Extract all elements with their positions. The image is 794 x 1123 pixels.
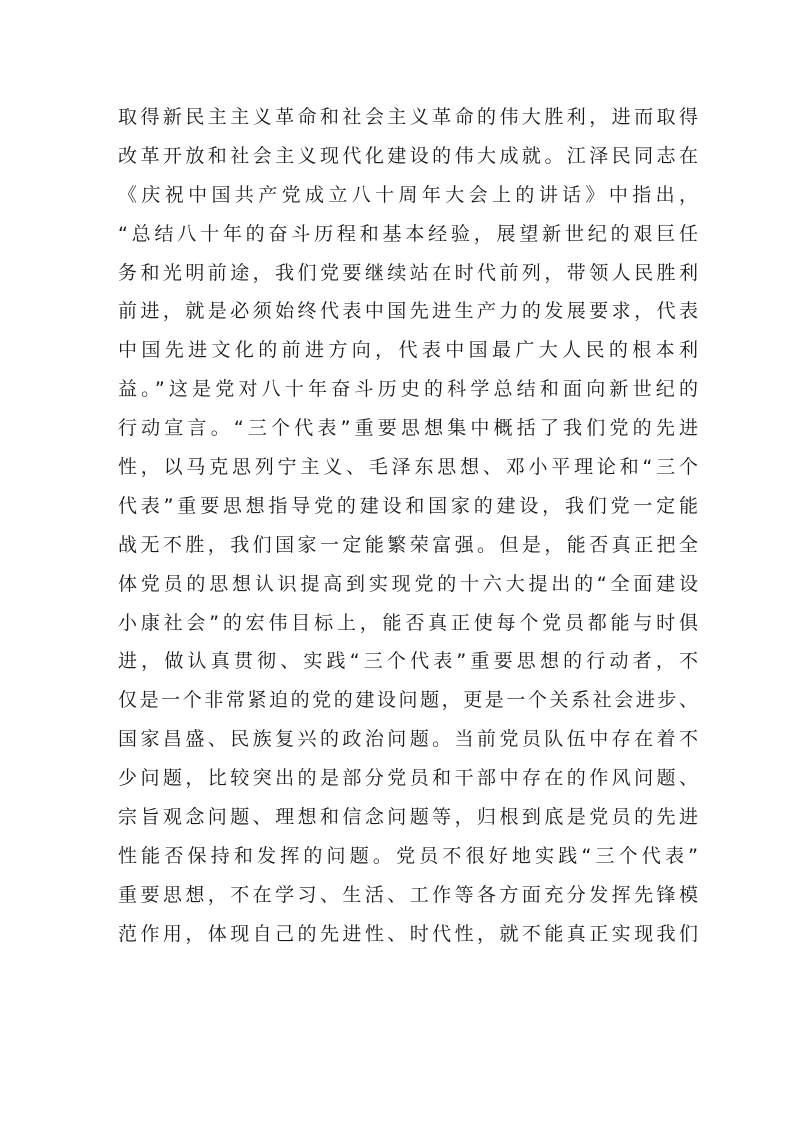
text-line: 《庆祝中国共产党成立八十周年大会上的讲话》中指出， bbox=[118, 183, 698, 206]
body-paragraph bbox=[118, 98, 698, 954]
text-line: 小康社会”的宏伟目标上，能否真正使每个党员都能与时俱 bbox=[118, 611, 698, 634]
text-line: 宗旨观念问题、理想和信念问题等，归根到底是党员的先进 bbox=[118, 806, 698, 829]
text-line: 进，做认真贯彻、实践“三个代表”重要思想的行动者，不 bbox=[118, 650, 698, 673]
text-line: 范作用，体现自己的先进性、时代性，就不能真正实现我们 bbox=[118, 922, 698, 945]
text-line: 取得新民主主义革命和社会主义革命的伟大胜利，进而取得 bbox=[118, 106, 698, 128]
text-line: 体党员的思想认识提高到实现党的十六大提出的“全面建设 bbox=[118, 572, 698, 595]
text-line: 少问题，比较突出的是部分党员和干部中存在的作风问题、 bbox=[118, 767, 698, 790]
text-line: 仅是一个非常紧迫的党的建设问题，更是一个关系社会进步、 bbox=[118, 689, 698, 712]
text-line: 行动宣言。“三个代表”重要思想集中概括了我们党的先进 bbox=[118, 417, 698, 440]
text-line: 前进，就是必须始终代表中国先进生产力的发展要求，代表 bbox=[118, 300, 698, 323]
text-line: 性能否保持和发挥的问题。党员不很好地实践“三个代表” bbox=[118, 844, 698, 867]
text-line: 益。”这是党对八十年奋斗历史的科学总结和面向新世纪的 bbox=[118, 378, 698, 401]
text-line: 务和光明前途，我们党要继续站在时代前列，带领人民胜利 bbox=[118, 261, 698, 284]
text-line: 性，以马克思列宁主义、毛泽东思想、邓小平理论和“三个 bbox=[118, 456, 698, 479]
text-line: “总结八十年的奋斗历程和基本经验，展望新世纪的艰巨任 bbox=[118, 222, 698, 245]
text-line: 国家昌盛、民族复兴的政治问题。当前党员队伍中存在着不 bbox=[118, 728, 698, 751]
text-line: 战无不胜，我们国家一定能繁荣富强。但是，能否真正把全 bbox=[118, 533, 698, 556]
text-line: 代表”重要思想指导党的建设和国家的建设，我们党一定能 bbox=[118, 494, 698, 517]
text-line: 重要思想，不在学习、生活、工作等各方面充分发挥先锋模 bbox=[118, 883, 698, 906]
text-line: 改革开放和社会主义现代化建设的伟大成就。江泽民同志在 bbox=[118, 144, 698, 167]
text-line: 中国先进文化的前进方向，代表中国最广大人民的根本利 bbox=[118, 339, 698, 362]
